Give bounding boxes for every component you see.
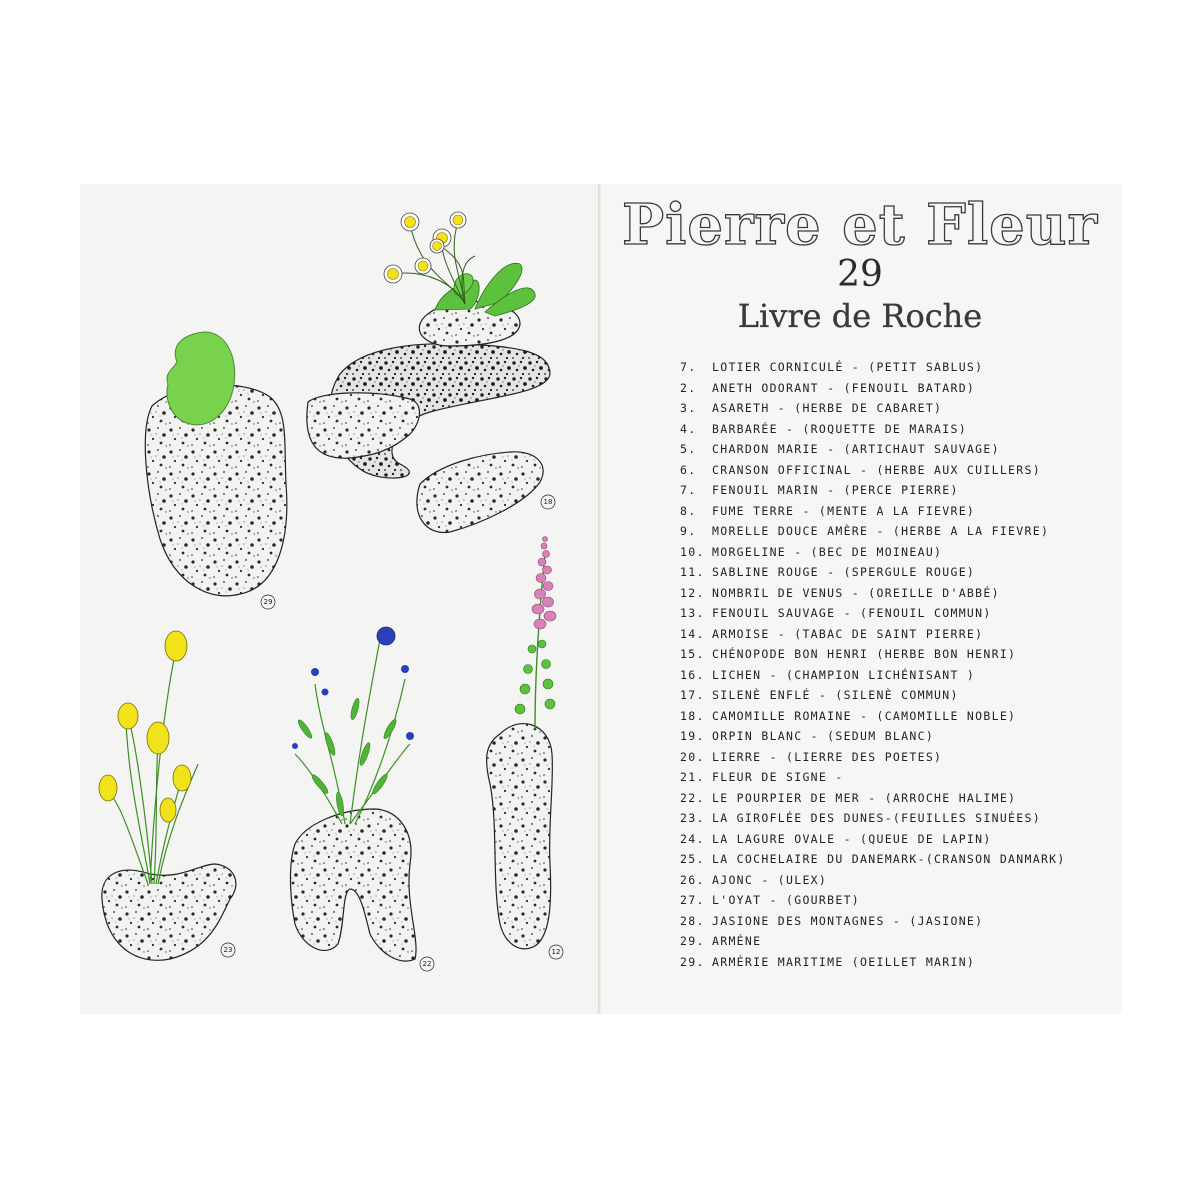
list-item-text: AJONC - (ULEX)	[712, 872, 828, 887]
stone-blue-flowers-22	[290, 627, 416, 961]
plate-number-12: 12	[551, 948, 561, 956]
list-item-number: 15.	[680, 647, 705, 661]
list-item-text: ORPIN BLANC - (SEDUM BLANC)	[712, 729, 935, 743]
plate-number-18: 18	[543, 498, 553, 506]
list-item-text: FENOUIL MARIN - (PERCE PIERRE)	[712, 483, 959, 497]
stone-camomile-18	[307, 212, 550, 532]
list-item-text: MORELLE DOUCE AMÈRE - (HERBE A LA FIEVRE)	[712, 524, 1050, 538]
list-item	[680, 439, 1100, 460]
list-item-text: LA LAGURE OVALE - (QUEUE DE LAPIN)	[712, 831, 992, 846]
list-item	[680, 644, 1100, 665]
list-item	[680, 747, 1100, 768]
list-item	[680, 767, 1100, 788]
list-item-text: LA COCHELAIRE DU DANEMARK-(CRANSON DANMARK)	[712, 852, 1066, 866]
stone-pink-spike-12	[487, 537, 556, 949]
list-item-text: ARMÉNE	[712, 934, 762, 948]
list-item-text: JASIONE DES MONTAGNES - (JASIONE)	[712, 913, 984, 928]
list-item	[680, 501, 1100, 522]
list-item-text: FUME TERRE - (MENTE A LA FIEVRE)	[712, 503, 976, 518]
list-item	[680, 562, 1100, 583]
list-item-number: 25.	[680, 852, 705, 866]
list-item	[680, 398, 1100, 419]
list-item	[680, 603, 1100, 624]
list-item-number: 28.	[680, 913, 705, 928]
list-item	[680, 788, 1100, 809]
list-item-text: LE POURPIER DE MER - (ARROCHE HALIME)	[712, 790, 1017, 805]
list-item-text: FENOUIL SAUVAGE - (FENOUIL COMMUN)	[712, 606, 992, 620]
list-item-number: 16.	[680, 667, 705, 682]
list-item-number: 27.	[680, 893, 705, 907]
list-item	[680, 665, 1100, 686]
list-item-number: 7.	[680, 360, 697, 374]
list-item-number: 4.	[680, 421, 697, 436]
list-item-number: 24.	[680, 831, 705, 846]
list-item-text: CAMOMILLE ROMAINE - (CAMOMILLE NOBLE)	[712, 708, 1017, 723]
list-item-text: ANETH ODORANT - (FENOUIL BATARD)	[712, 380, 976, 395]
list-item-text: LA GIROFLÉE DES DUNES-(FEUILLES SINUÉES)	[712, 811, 1041, 825]
list-item-text: BARBARÉE - (ROQUETTE DE MARAIS)	[712, 421, 967, 436]
list-item	[680, 706, 1100, 727]
list-item	[680, 583, 1100, 604]
list-item	[680, 870, 1100, 891]
subtitle: Livre de Roche	[737, 297, 983, 335]
list-item-number: 11.	[680, 565, 705, 579]
blue-flowers	[292, 627, 414, 749]
stone-lichen-29	[145, 332, 287, 596]
list-item-text: CHARDON MARIE - (ARTICHAUT SAUVAGE)	[712, 442, 1000, 456]
list-item-text: NOMBRIL DE VENUS - (OREILLE D'ABBÉ)	[712, 585, 1000, 600]
list-item-number: 20.	[680, 749, 705, 764]
list-item	[680, 829, 1100, 850]
list-item	[680, 542, 1100, 563]
list-item-number: 14.	[680, 626, 705, 641]
list-item-number: 5.	[680, 442, 697, 456]
stone-grass-23	[99, 631, 236, 960]
list-item-number: 26.	[680, 872, 705, 887]
list-item	[680, 890, 1100, 911]
list-item-text: LOTIER CORNICULÉ - (PETIT SABLUS)	[712, 360, 984, 374]
list-item	[680, 726, 1100, 747]
list-item-number: 22.	[680, 790, 705, 805]
list-item	[680, 419, 1100, 440]
page-title: Pierre et Fleur	[621, 192, 1098, 258]
list-item-number: 2.	[680, 380, 697, 395]
list-item	[680, 931, 1100, 952]
list-item	[680, 378, 1100, 399]
pink-flower-spike	[532, 537, 556, 630]
list-item-text: ARMÉRIE MARITIME (OEILLET MARIN)	[712, 954, 976, 969]
list-item-number: 17.	[680, 688, 705, 702]
list-item-text: CRANSON OFFICINAL - (HERBE AUX CUILLERS)	[712, 462, 1041, 477]
list-item-number: 13.	[680, 606, 705, 620]
list-item-text: SABLINE ROUGE - (SPERGULE ROUGE)	[712, 565, 976, 579]
list-item	[680, 460, 1100, 481]
list-item	[680, 808, 1100, 829]
list-item-number: 6.	[680, 462, 697, 477]
list-item	[680, 685, 1100, 706]
list-item-number: 29.	[680, 934, 705, 948]
list-item-number: 21.	[680, 770, 705, 784]
list-item-number: 29.	[680, 954, 705, 969]
list-item-number: 12.	[680, 585, 705, 600]
list-item	[680, 357, 1100, 378]
list-item-text: ARMOISE - (TABAC DE SAINT PIERRE)	[712, 626, 984, 641]
plant-list	[680, 357, 1100, 972]
list-item	[680, 952, 1100, 973]
subtitle-number: 29	[837, 254, 883, 295]
plate-number-23: 23	[223, 946, 233, 954]
list-item	[680, 911, 1100, 932]
list-item	[680, 624, 1100, 645]
list-item-number: 7.	[680, 483, 697, 497]
list-item-number: 10.	[680, 544, 705, 559]
list-item	[680, 521, 1100, 542]
list-item-text: FLEUR DE SIGNE -	[712, 770, 844, 784]
list-item-text: CHÉNOPODE BON HENRI (HERBE BON HENRI)	[712, 647, 1017, 661]
list-item-number: 23.	[680, 811, 705, 825]
stone-flower-illustrations	[80, 184, 599, 1014]
list-item-text: L'OYAT - (GOURBET)	[712, 893, 861, 907]
list-item-number: 18.	[680, 708, 705, 723]
list-item-text: LIERRE - (LIERRE DES POETES)	[712, 749, 943, 764]
list-item-text: ASARETH - (HERBE DE CABARET)	[712, 401, 943, 415]
plate-number-29: 29	[263, 598, 273, 606]
list-item-text: MORGELINE - (BEC DE MOINEAU)	[712, 544, 943, 559]
list-item-text: LICHEN - (CHAMPION LICHÉNISANT )	[712, 667, 976, 682]
list-item-number: 9.	[680, 524, 697, 538]
plate-number-22: 22	[422, 960, 432, 968]
list-item	[680, 849, 1100, 870]
list-item-number: 3.	[680, 401, 697, 415]
list-item-number: 19.	[680, 729, 705, 743]
list-item-text: SILENÈ ENFLÉ - (SILENÈ COMMUN)	[712, 688, 959, 702]
list-item-number: 8.	[680, 503, 697, 518]
list-item	[680, 480, 1100, 501]
